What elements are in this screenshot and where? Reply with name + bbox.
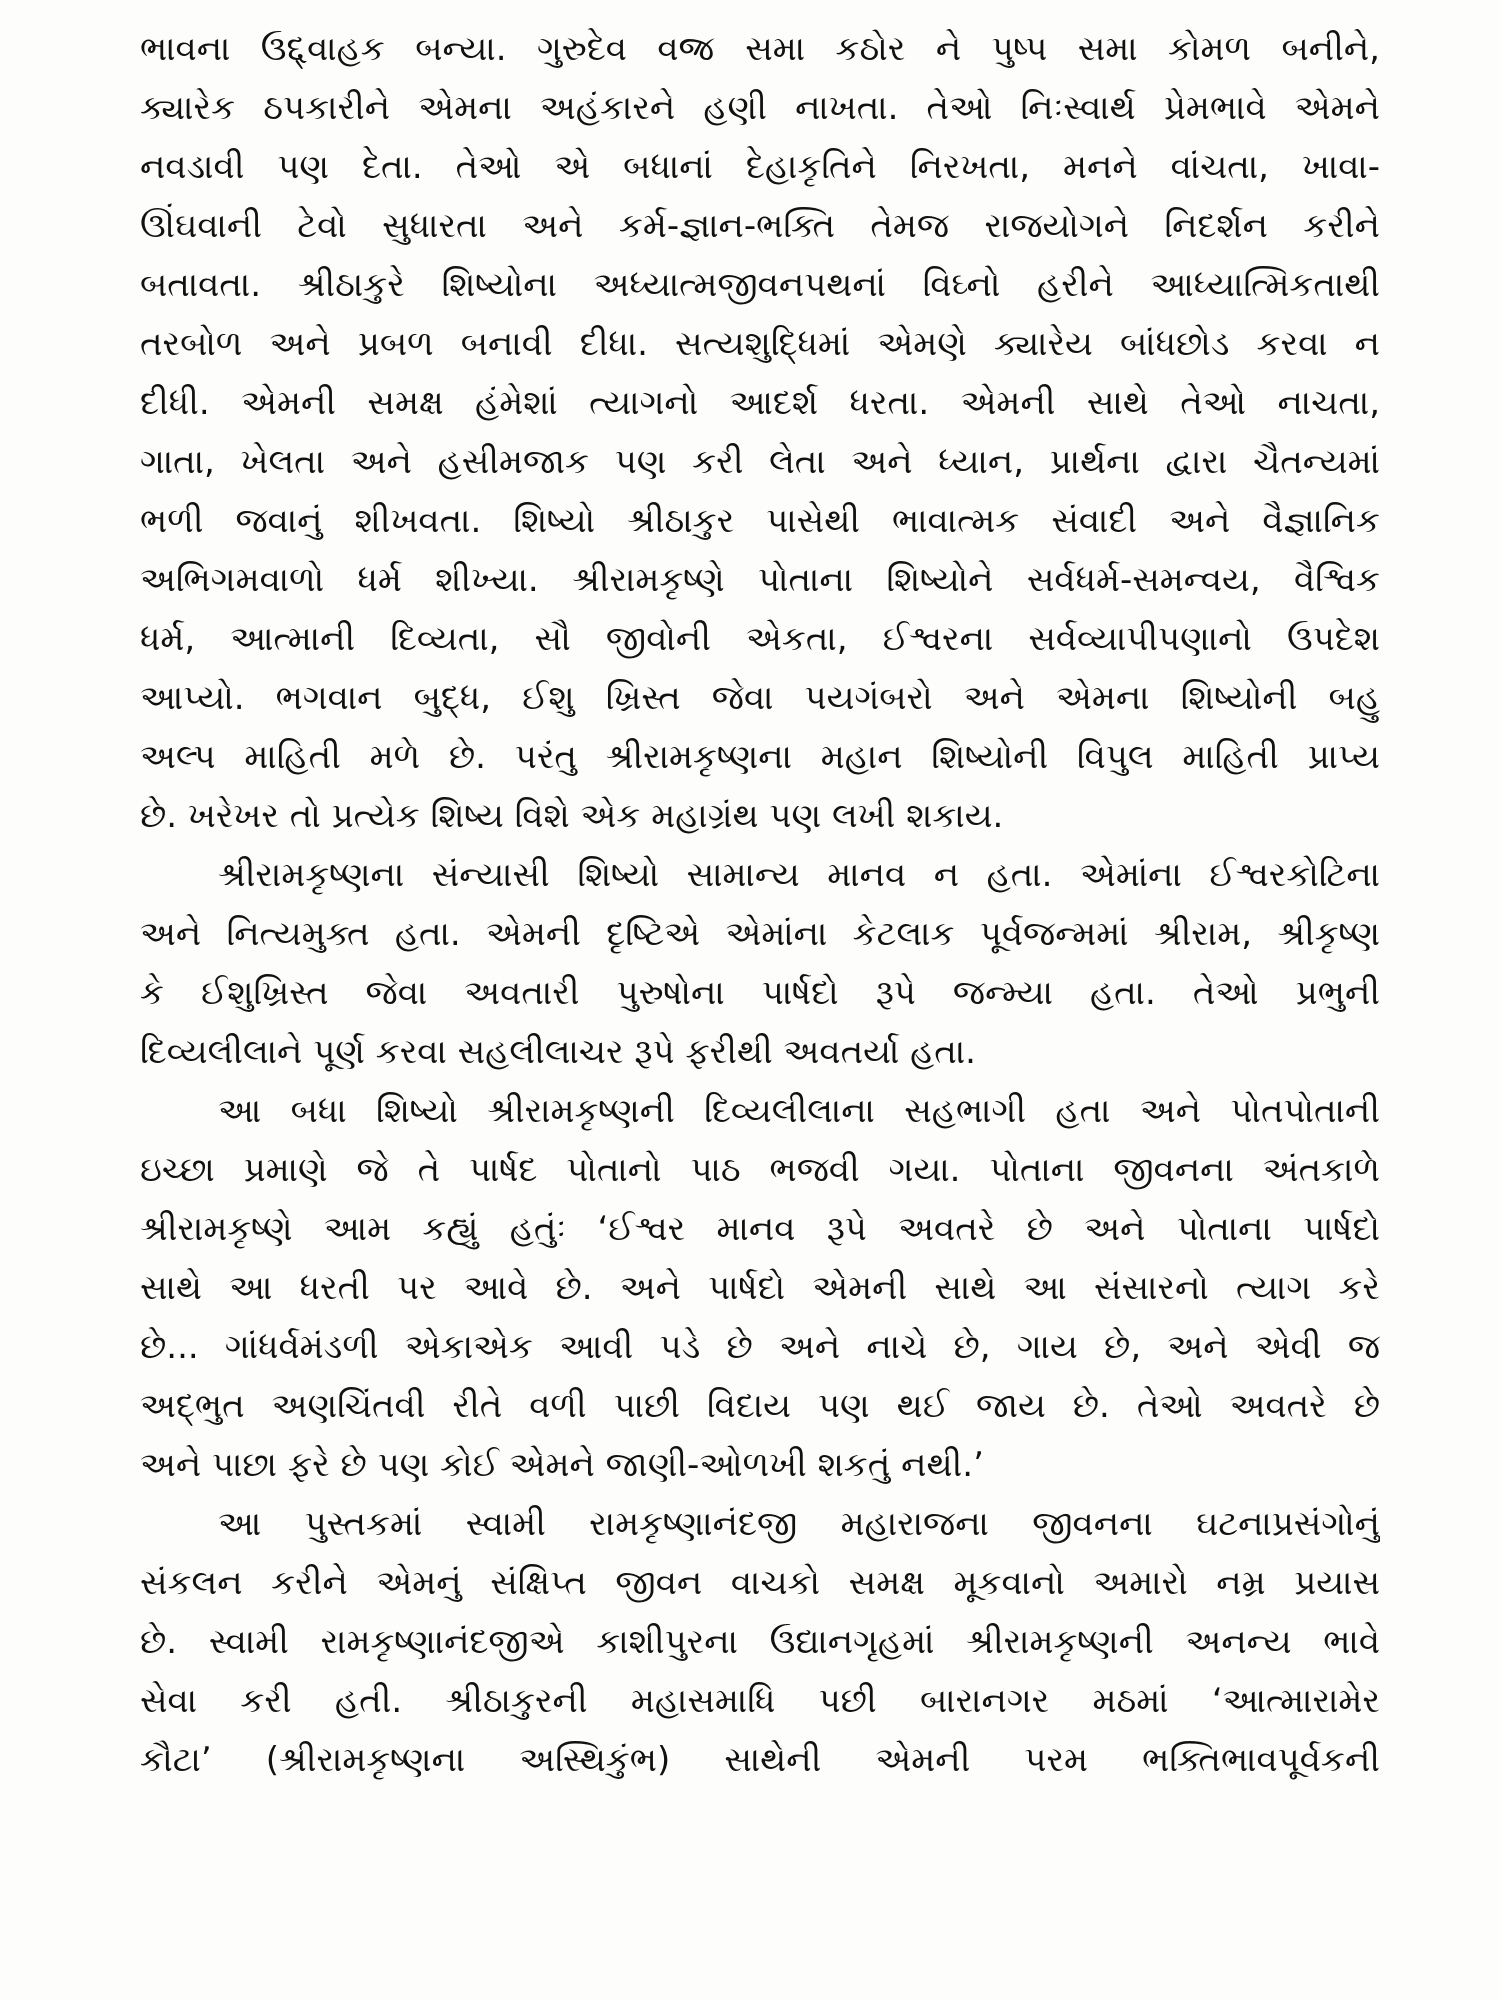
text-line: છે... ગાંધર્વમંડળી એકાએક આવી પડે છે અને નાચે છે, ગાય છે, અને એવી જ (140, 1327, 1380, 1367)
text-line: શ્રીરામકૃષ્ણે આમ કહ્યું હતુંઃ ‘ઈશ્વર માનવ રૂપે અવતરે છે અને પોતાના પાર્ષદો (140, 1209, 1380, 1249)
text-line: ગાતા, ખેલતા અને હસીમજાક પણ કરી લેતા અને ધ્યાન, પ્રાર્થના દ્વારા ચૈતન્યમાં (140, 442, 1380, 482)
text-line: શ્રીરામકૃષ્ણના સંન્યાસી શિષ્યો સામાન્ય માનવ ન હતા. એમાંના ઈશ્વરકોટિના (218, 855, 1380, 895)
text-line: આપ્યો. ભગવાન બુદ્ધ, ઈશુ ખ્રિસ્ત જેવા પયગંબરો અને એમના શિષ્યોની બહુ (140, 678, 1380, 718)
text-line: દીધી. એમની સમક્ષ હંમેશાં ત્યાગનો આદર્શ ધરતા. એમની સાથે તેઓ નાચતા, (140, 383, 1380, 423)
text-line: અલ્પ માહિતી મળે છે. પરંતુ શ્રીરામકૃષ્ણના મહાન શિષ્યોની વિપુલ માહિતી પ્રાપ્ય (140, 737, 1380, 777)
text-line: ક્યારેક ઠપકારીને એમના અહંકારને હણી નાખતા. તેઓ નિઃસ્વાર્થ પ્રેમભાવે એમને (140, 88, 1380, 128)
body-text (140, 20, 1380, 1790)
text-line: ઇચ્છા પ્રમાણે જે તે પાર્ષદ પોતાનો પાઠ ભજવી ગયા. પોતાના જીવનના અંતકાળે (140, 1150, 1380, 1190)
text-line: નવડાવી પણ દેતા. તેઓ એ બધાનાં દેહાકૃતિને નિરખતા, મનને વાંચતા, ખાવા- (140, 147, 1380, 187)
text-line: ભાવના ઉદ્દ્વાહક બન્યા. ગુરુદેવ વજ્ર સમા કઠોર ને પુષ્પ સમા કોમળ બનીને, (140, 29, 1380, 69)
text-line: કે ઈશુખ્રિસ્ત જેવા અવતારી પુરુષોના પાર્ષદો રૂપે જન્મ્યા હતા. તેઓ પ્રભુની (140, 973, 1380, 1013)
text-line: સાથે આ ધરતી પર આવે છે. અને પાર્ષદો એમની સાથે આ સંસારનો ત્યાગ કરે (140, 1268, 1380, 1308)
text-line: અને નિત્યમુક્ત હતા. એમની દૃષ્ટિએ એમાંના કેટલાક પૂર્વજન્મમાં શ્રીરામ, શ્રીકૃષ્ણ (140, 914, 1380, 954)
text-line: સેવા કરી હતી. શ્રીઠાકુરની મહાસમાધિ પછી બારાનગર મઠમાં ‘આત્મારામેર (140, 1681, 1380, 1721)
text-line: અભિગમવાળો ધર્મ શીખ્યા. શ્રીરામકૃષ્ણે પોતાના શિષ્યોને સર્વધર્મ-સમન્વય, વૈશ્વિક (140, 560, 1380, 600)
text-line: અદ્ભુત અણચિંતવી રીતે વળી પાછી વિદાય પણ થઈ જાય છે. તેઓ અવતરે છે (140, 1386, 1380, 1426)
text-line: છે. ખરેખર તો પ્રત્યેક શિષ્ય વિશે એક મહાગ્રંથ પણ લખી શકાય. (140, 796, 1004, 836)
text-line: આ બધા શિષ્યો શ્રીરામકૃષ્ણની દિવ્યલીલાના સહભાગી હતા અને પોતપોતાની (218, 1091, 1380, 1131)
text-line: સંકલન કરીને એમનું સંક્ષિપ્ત જીવન વાચકો સમક્ષ મૂકવાનો અમારો નમ્ર પ્રયાસ (140, 1563, 1380, 1603)
text-line: આ પુસ્તકમાં સ્વામી રામકૃષ્ણાનંદજી મહારાજના જીવનના ઘટનાપ્રસંગોનું (218, 1504, 1380, 1544)
text-line: ધર્મ, આત્માની દિવ્યતા, સૌ જીવોની એકતા, ઈશ્વરના સર્વવ્યાપીપણાનો ઉપદેશ (140, 619, 1380, 659)
text-line: દિવ્યલીલાને પૂર્ણ કરવા સહલીલાચર રૂપે ફરીથી અવતર્યા હતા. (140, 1032, 976, 1072)
text-line: ઊંઘવાની ટેવો સુધારતા અને કર્મ-જ્ઞાન-ભક્તિ તેમજ રાજયોગને નિદર્શન કરીને (140, 206, 1380, 246)
text-line: છે. સ્વામી રામકૃષ્ણાનંદજીએ કાશીપુરના ઉદ્યાનગૃહમાં શ્રીરામકૃષ્ણની અનન્ય ભાવે (140, 1622, 1380, 1662)
text-line: બતાવતા. શ્રીઠાકુરે શિષ્યોના અધ્યાત્મજીવનપથનાં વિઘ્નો હરીને આધ્યાત્મિકતાથી (140, 265, 1380, 305)
text-line: ભળી જવાનું શીખવતા. શિષ્યો શ્રીઠાકુર પાસેથી ભાવાત્મક સંવાદી અને વૈજ્ઞાનિક (140, 501, 1380, 541)
text-line: કૌટા’ (શ્રીરામકૃષ્ણના અસ્થિકુંભ) સાથેની એમની પરમ ભક્તિભાવપૂર્વકની (140, 1740, 1380, 1780)
text-line: તરબોળ અને પ્રબળ બનાવી દીધા. સત્યશુદ્ધિમાં એમણે ક્યારેય બાંધછોડ કરવા ન (140, 324, 1380, 364)
text-line: અને પાછા ફરે છે પણ કોઈ એમને જાણી-ઓળખી શકતું નથી.’ (140, 1445, 984, 1485)
